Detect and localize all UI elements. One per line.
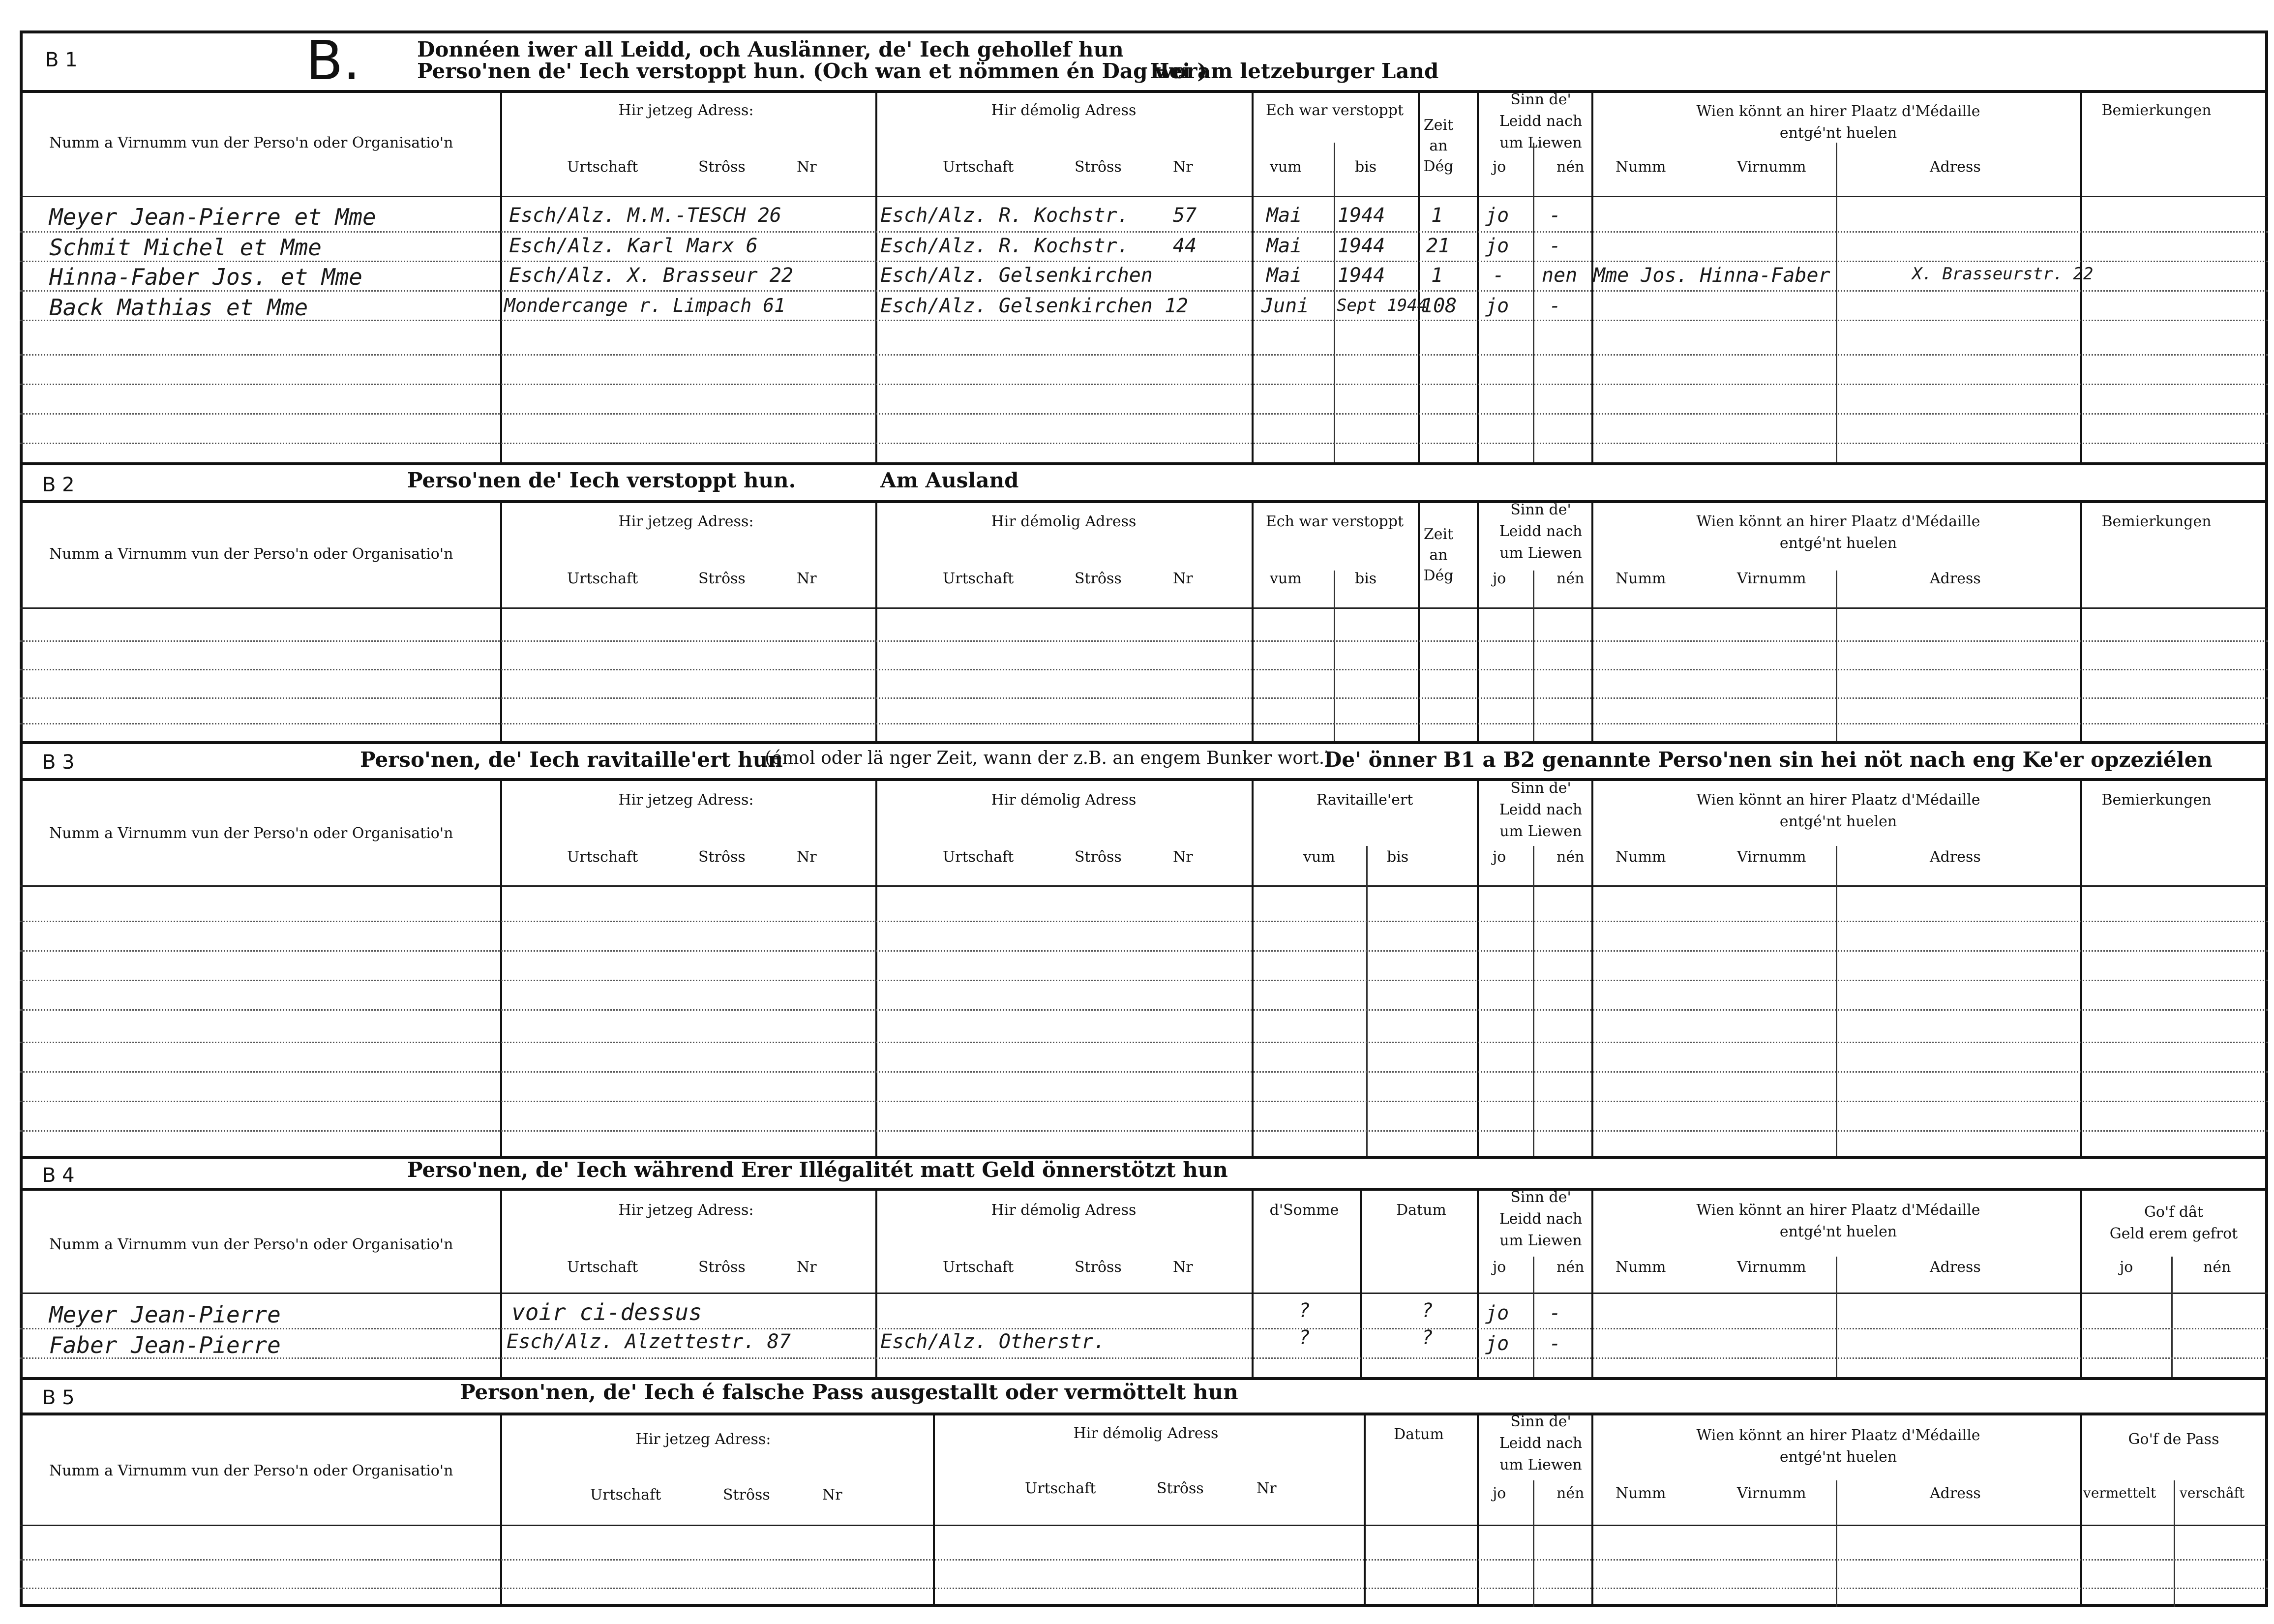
b1-days-header-1: Zeit [1423,117,1454,134]
b3-alive-header-1: Sinn de' [1510,780,1571,797]
b2-town-header: Urtschaft [567,570,638,587]
b2-m-first-header: Virnumm [1737,570,1806,587]
b4-row-alive: jo [1485,1302,1509,1324]
b3-medal-header-1: Wien könnt an hirer Plaatz d'Médaille [1696,791,1980,809]
b1-row-alive: jo [1485,295,1509,317]
form-letter: B. [306,29,360,92]
b1-row-old-nr: 44 [1173,235,1197,257]
b4-gave-money-header-1: Go'f dât [2144,1203,2204,1221]
b1-row-to: Sept 1944 [1337,296,1428,315]
b2-alive-header-3: um Liewen [1499,544,1582,562]
b3-m-addr-header: Adress [1930,848,1981,866]
b1-row-to: 1944 [1338,235,1385,257]
b2-title-place: Am Ausland [880,468,1019,492]
b1-row-to: 1944 [1338,204,1385,227]
b4-medal-header-1: Wien könnt an hirer Plaatz d'Médaille [1696,1202,1980,1219]
b1-title-line2: Perso'nen de' Iech verstoppt hun. (Och wan et nömmen én Dag wor) [417,59,1207,83]
b3-remarks-header: Bemierkungen [2101,791,2212,809]
b4-cur-addr-header: Hir jetzeg Adress: [618,1202,754,1219]
b4-street-header: Strôss [698,1259,746,1276]
b3-old-nr-header: Nr [1173,848,1193,866]
b5-old-addr-header: Hir démolig Adress [1073,1425,1219,1442]
b2-medal-header-2: entgé'nt huelen [1779,535,1897,552]
b1-row-cur-addr: Esch/Alz. M.M.-TESCH 26 [509,204,781,227]
b4-alive-header-2: Leidd nach [1499,1210,1583,1228]
b4-row-sum: ? [1298,1299,1311,1322]
b1-m-addr-header: Adress [1930,158,1981,176]
b4-row-sum: ? [1298,1326,1311,1349]
b1-hidden-header: Ech war verstoppt [1265,102,1404,119]
b1-row-days: 1 [1431,204,1443,227]
b1-row-alive: jo [1485,235,1509,257]
b2-title: Perso'nen de' Iech verstoppt hun. [407,468,796,492]
b2-days-header-1: Zeit [1423,526,1454,543]
b1-row-alive: jo [1485,204,1509,227]
b4-yes-header: jo [1493,1259,1506,1276]
b1-yes-header: jo [1493,158,1506,176]
b5-medal-header-1: Wien könnt an hirer Plaatz d'Médaille [1696,1427,1980,1444]
b1-to-header: bis [1355,158,1377,176]
b2-no-header: nén [1556,570,1585,587]
b3-no-header: nén [1556,848,1585,866]
b5-issued-header: verschâft [2180,1485,2245,1501]
b1-row-name: Meyer Jean-Pierre et Mme [49,204,376,230]
b3-alive-header-3: um Liewen [1499,823,1582,840]
b2-days-header-3: Dég [1423,567,1454,584]
b1-row-old-addr: Esch/Alz. R. Kochstr. [880,235,1129,257]
b1-nr-header: Nr [797,158,817,176]
b4-medal-header-2: entgé'nt huelen [1779,1223,1897,1240]
b1-m-name-header: Numm [1616,158,1666,176]
section-code-b4: B 4 [42,1164,75,1187]
b1-row-old-nr: 57 [1173,204,1197,227]
b1-old-street-header: Strôss [1075,158,1122,176]
b1-row-cur-addr: Esch/Alz. X. Brasseur 22 [509,264,793,287]
b1-old-town-header: Urtschaft [943,158,1014,176]
b2-m-addr-header: Adress [1930,570,1981,587]
b3-title-tail: De' önner B1 a B2 genannte Perso'nen sin hei nöt nach eng Ke'er opzeziélen [1324,748,2213,772]
b2-alive-header-2: Leidd nach [1499,523,1583,540]
b5-old-town-header: Urtschaft [1025,1480,1096,1497]
b4-town-header: Urtschaft [567,1259,638,1276]
b3-cur-addr-header: Hir jetzeg Adress: [618,791,754,809]
b1-row-name: Schmit Michel et Mme [49,234,322,261]
b5-title: Person'nen, de' Iech é falsche Pass ausgestallt oder vermöttelt hun [460,1380,1238,1404]
b5-m-first-header: Virnumm [1737,1485,1806,1502]
b2-days-header-2: an [1429,546,1448,564]
b4-old-nr-header: Nr [1173,1259,1193,1276]
b3-to-header: bis [1387,848,1409,866]
section-code-b1: B 1 [45,49,78,71]
b1-row-cur-addr: Mondercange r. Limpach 61 [504,295,785,316]
b4-sum-header: d'Somme [1269,1202,1339,1219]
b4-row-date: ? [1421,1326,1434,1349]
b4-row-alive: jo [1485,1332,1509,1355]
b3-alive-header-2: Leidd nach [1499,801,1583,818]
b5-alive-header-2: Leidd nach [1499,1435,1583,1452]
b2-old-town-header: Urtschaft [943,570,1014,587]
b2-old-street-header: Strôss [1075,570,1122,587]
b2-hidden-header: Ech war verstoppt [1265,513,1404,530]
b2-remarks-header: Bemierkungen [2101,513,2212,530]
b3-old-town-header: Urtschaft [943,848,1014,866]
b4-m-first-header: Virnumm [1737,1259,1806,1276]
b2-to-header: bis [1355,570,1377,587]
b3-town-header: Urtschaft [567,848,638,866]
section-code-b2: B 2 [42,474,75,496]
b1-alive-header-1: Sinn de' [1510,91,1571,108]
b1-remarks-header: Bemierkungen [2101,102,2212,119]
b1-old-addr-header: Hir démolig Adress [991,102,1137,119]
b1-row-from: Mai [1266,204,1302,227]
b4-row-dead: - [1549,1332,1561,1355]
b4-m-name-header: Numm [1616,1259,1666,1276]
b5-town-header: Urtschaft [590,1486,661,1504]
b1-no-header: nén [1556,158,1585,176]
b4-money-no-header: nén [2203,1259,2231,1276]
b1-alive-header-2: Leidd nach [1499,113,1583,130]
b5-nr-header: Nr [822,1486,842,1504]
b1-row-name: Hinna-Faber Jos. et Mme [49,264,362,290]
b3-title-paren: (émol oder lä nger Zeit, wann der z.B. an engem Bunker wort.) [765,748,1332,768]
b4-nr-header: Nr [797,1259,817,1276]
b1-row-old-addr: Esch/Alz. R. Kochstr. [880,204,1129,227]
b1-days-header-3: Dég [1423,158,1454,175]
b4-row-name: Meyer Jean-Pierre [49,1301,281,1328]
b2-street-header: Strôss [698,570,746,587]
section-code-b3: B 3 [42,751,75,774]
b4-row-cur-addr: voir ci-dessus [511,1299,702,1325]
b1-old-nr-header: Nr [1173,158,1193,176]
b2-m-name-header: Numm [1616,570,1666,587]
b5-mediated-header: vermettelt [2083,1485,2156,1501]
b1-days-header-2: an [1429,137,1448,154]
b5-yes-header: jo [1493,1485,1506,1502]
b2-alive-header-1: Sinn de' [1510,501,1571,518]
b1-row-dead: nen [1542,264,1578,287]
b5-name-header: Numm a Virnumm vun der Perso'n oder Organisatio'n [49,1462,453,1479]
b1-row-alive: - [1493,264,1505,287]
b5-alive-header-3: um Liewen [1499,1456,1582,1474]
b1-row-from: Mai [1266,235,1302,257]
b3-m-first-header: Virnumm [1737,848,1806,866]
b1-row-old-addr: Esch/Alz. Gelsenkirchen 12 [880,295,1189,317]
b4-gave-money-header-2: Geld erem gefrot [2109,1225,2238,1242]
b1-row-old-addr: Esch/Alz. Gelsenkirchen [880,264,1153,287]
b1-row-medal-addr: X. Brasseurstr. 22 [1912,264,2094,284]
b1-row-days: 1 [1431,264,1443,287]
b1-row-cur-addr: Esch/Alz. Karl Marx 6 [509,235,758,257]
b5-cur-addr-header: Hir jetzeg Adress: [635,1431,771,1448]
b1-row-days: 21 [1426,235,1450,257]
b2-from-header: vum [1270,570,1302,587]
b4-row-dead: - [1549,1302,1561,1324]
b4-alive-header-1: Sinn de' [1510,1189,1571,1206]
b1-name-header: Numm a Virnumm vun der Perso'n oder Organisatio'n [49,134,453,151]
section-code-b5: B 5 [42,1386,75,1409]
b3-street-header: Strôss [698,848,746,866]
b2-old-nr-header: Nr [1173,570,1193,587]
b3-medal-header-2: entgé'nt huelen [1779,813,1897,830]
b4-alive-header-3: um Liewen [1499,1232,1582,1249]
b2-name-header: Numm a Virnumm vun der Perso'n oder Organisatio'n [49,545,453,563]
b5-medal-header-2: entgé'nt huelen [1779,1448,1897,1466]
b4-name-header: Numm a Virnumm vun der Perso'n oder Organisatio'n [49,1236,453,1253]
b2-nr-header: Nr [797,570,817,587]
b5-date-header: Datum [1394,1426,1444,1443]
b2-cur-addr-header: Hir jetzeg Adress: [618,513,754,530]
b1-row-dead: - [1549,204,1561,227]
b1-title-place: Hei am letzeburger Land [1150,59,1439,83]
b4-old-addr-header: Hir démolig Adress [991,1202,1137,1219]
b4-date-header: Datum [1396,1202,1446,1219]
b1-row-medal-name: Mme Jos. Hinna-Faber [1593,264,1830,287]
b4-row-cur-addr: Esch/Alz. Alzettestr. 87 [507,1330,791,1353]
b3-old-addr-header: Hir démolig Adress [991,791,1137,809]
b1-row-to: 1944 [1338,264,1385,287]
b5-m-addr-header: Adress [1930,1485,1981,1502]
b5-street-header: Strôss [723,1486,770,1504]
b3-m-name-header: Numm [1616,848,1666,866]
b1-row-from: Mai [1266,264,1302,287]
b1-row-from: Juni [1261,295,1309,317]
b1-town-header: Urtschaft [567,158,638,176]
b3-nr-header: Nr [797,848,817,866]
b5-pass-header: Go'f de Pass [2128,1431,2219,1448]
b3-title: Perso'nen, de' Iech ravitaille'ert hun [360,748,783,772]
b4-row-name: Faber Jean-Pierre [49,1332,281,1358]
b2-old-addr-header: Hir démolig Adress [991,513,1137,530]
b4-title: Perso'nen, de' Iech während Erer Illégalitét matt Geld önnerstötzt hun [407,1158,1228,1182]
b4-m-addr-header: Adress [1930,1259,1981,1276]
b1-cur-addr-header: Hir jetzeg Adress: [618,102,754,119]
b1-street-header: Strôss [698,158,746,176]
b1-title-line1: Donnéen iwer all Leidd, och Auslänner, de' Iech gehollef hun [417,37,1124,61]
b4-old-street-header: Strôss [1075,1259,1122,1276]
b1-medal-header-2: entgé'nt huelen [1779,124,1897,142]
b4-row-old-addr: Esch/Alz. Otherstr. [880,1330,1106,1353]
b1-row-dead: - [1549,235,1561,257]
b1-row-name: Back Mathias et Mme [49,294,308,321]
b1-from-header: vum [1270,158,1302,176]
b1-medal-header-1: Wien könnt an hirer Plaatz d'Médaille [1696,103,1980,120]
b4-no-header: nén [1556,1259,1585,1276]
b1-m-first-header: Virnumm [1737,158,1806,176]
b5-m-name-header: Numm [1616,1485,1666,1502]
b5-old-nr-header: Nr [1257,1480,1277,1497]
b5-alive-header-1: Sinn de' [1510,1413,1571,1430]
b3-supplied-header: Ravitaille'ert [1316,791,1413,809]
b3-old-street-header: Strôss [1075,848,1122,866]
b4-money-yes-header: jo [2120,1259,2133,1276]
b4-row-date: ? [1421,1299,1434,1322]
b2-medal-header-1: Wien könnt an hirer Plaatz d'Médaille [1696,513,1980,530]
b1-row-days: 108 [1421,295,1457,317]
b3-from-header: vum [1303,848,1335,866]
b3-name-header: Numm a Virnumm vun der Perso'n oder Organisatio'n [49,825,453,842]
b2-yes-header: jo [1493,570,1506,587]
b5-no-header: nén [1556,1485,1585,1502]
b5-old-street-header: Strôss [1157,1480,1204,1497]
b4-old-town-header: Urtschaft [943,1259,1014,1276]
b3-yes-header: jo [1493,848,1506,866]
b1-alive-header-3: um Liewen [1499,134,1582,151]
b1-row-dead: - [1549,295,1561,317]
